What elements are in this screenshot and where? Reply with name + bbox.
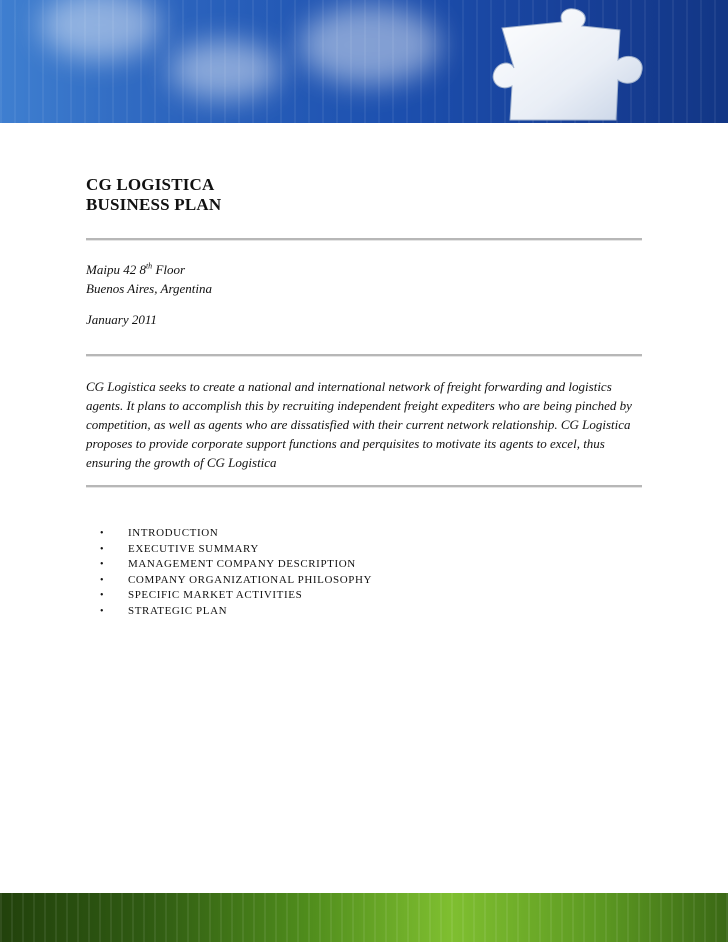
footer-texture — [0, 893, 728, 942]
table-of-contents — [100, 526, 372, 620]
address-block — [86, 260, 212, 298]
toc-item — [100, 604, 372, 620]
toc-item-label: EXECUTIVE SUMMARY — [128, 542, 259, 555]
toc-item — [100, 588, 372, 604]
divider — [86, 238, 642, 241]
toc-item-label: INTRODUCTION — [128, 527, 219, 539]
bullet-icon: • — [100, 605, 105, 617]
toc-item-label: STRATEGIC PLAN — [128, 604, 228, 617]
address-city: Buenos Aires, Argentina — [86, 281, 213, 296]
toc-item — [100, 526, 372, 542]
document-title — [86, 175, 221, 215]
footer-band — [0, 893, 728, 942]
puzzle-piece-icon — [492, 8, 647, 123]
bullet-icon: • — [100, 528, 105, 539]
toc-item-label: SPECIFIC MARKET ACTIVITIES — [128, 589, 303, 602]
document-date: January 2011 — [86, 312, 157, 327]
bullet-icon: • — [100, 590, 105, 602]
bullet-icon: • — [100, 543, 105, 555]
company-name: CG LOGISTICA — [86, 175, 215, 194]
toc-item-label: COMPANY ORGANIZATIONAL PHILOSOPHY — [128, 573, 373, 586]
summary-paragraph: CG Logistica seeks to create a national and international network of freight forwarding and logistics agents. It plans to accomplish this by recruiting independent freight expediters who are being pinched by competition, as well as agents who are dissatisfied with their current network relationship. CG Logistica proposes to provide corporate support functions and perquisites to motivate its agents to excel, thus ensuring the growth of CG Logistica — [86, 379, 632, 470]
toc-item — [100, 573, 372, 589]
bullet-icon: • — [100, 559, 105, 571]
toc-item — [100, 542, 372, 558]
street-text: Maipu 42 8 — [86, 262, 146, 277]
divider — [86, 354, 642, 357]
toc-item-label: MANAGEMENT COMPANY DESCRIPTION — [128, 558, 356, 571]
bullet-icon: • — [100, 574, 105, 586]
document-type: BUSINESS PLAN — [86, 195, 222, 214]
header-banner — [0, 0, 728, 123]
address-street — [86, 260, 212, 279]
floor-text: Floor — [152, 262, 186, 277]
divider — [86, 485, 642, 488]
ordinal-suffix: th — [145, 261, 153, 271]
toc-item — [100, 557, 372, 573]
